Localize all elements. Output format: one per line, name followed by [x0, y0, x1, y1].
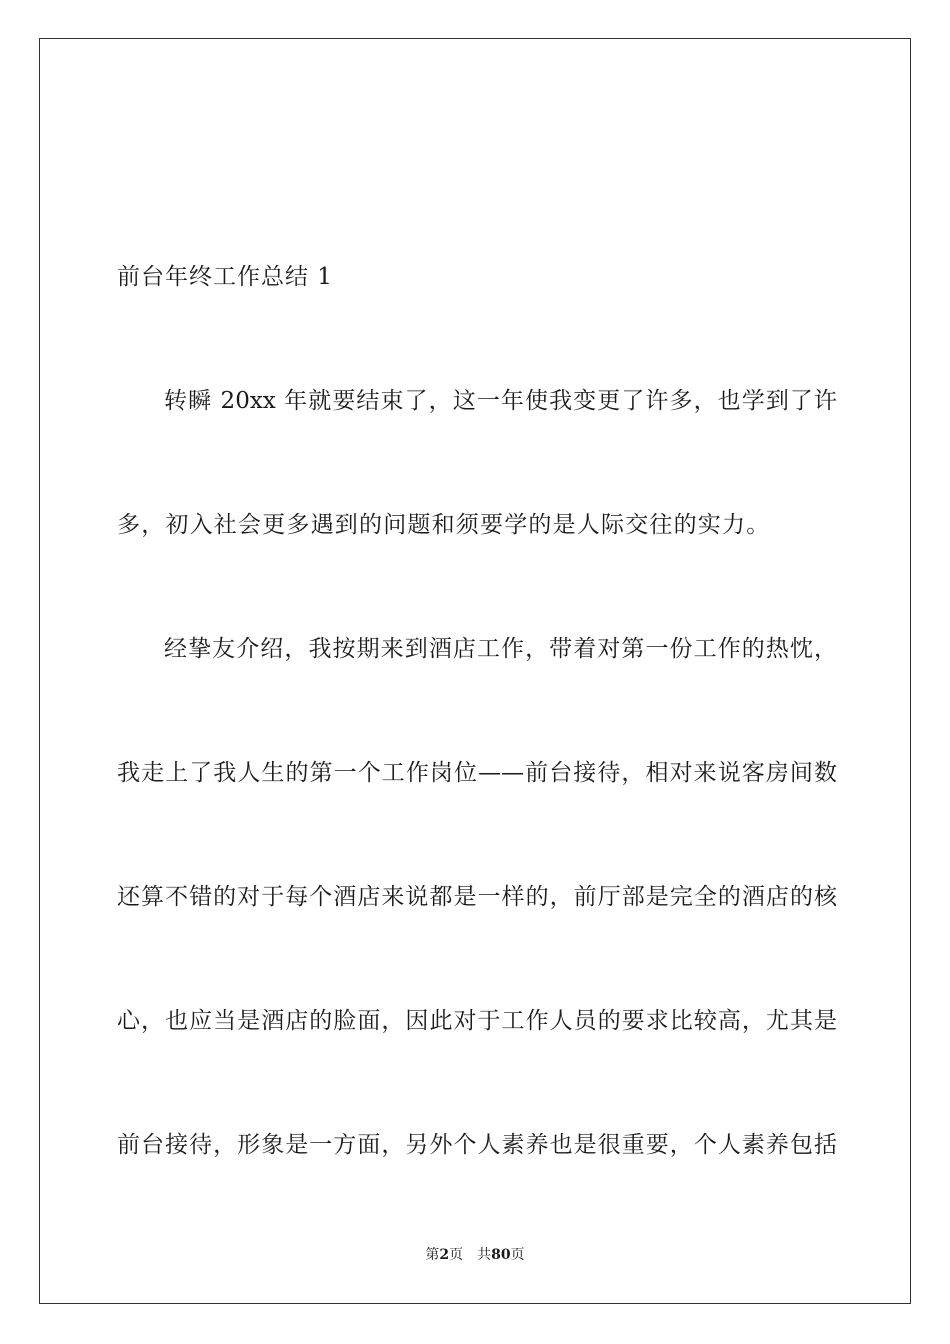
paragraph-line-4: 我走上了我人生的第一个工作岗位——前台接待，相对来说客房间数 — [117, 760, 837, 786]
total-prefix: 共 — [477, 1247, 492, 1263]
paragraph-line-5: 还算不错的对于每个酒店来说都是一样的，前厅部是完全的酒店的核 — [117, 884, 837, 910]
page-footer — [0, 1246, 950, 1264]
total-suffix: 页 — [510, 1247, 525, 1263]
page-current: 2 — [439, 1247, 450, 1263]
paragraph-line-2: 多，初入社会更多遇到的问题和须要学的是人际交往的实力。 — [117, 512, 771, 538]
paragraph-line-1: 转瞬 20xx 年就要结束了，这一年使我变更了许多，也学到了许 — [164, 388, 837, 414]
page-suffix: 页 — [449, 1247, 464, 1263]
paragraph-line-3: 经挚友介绍，我按期来到酒店工作，带着对第一份工作的热忱， — [164, 636, 837, 662]
document-title: 前台年终工作总结 1 — [117, 264, 333, 290]
page-border — [39, 38, 911, 1304]
page-prefix: 第 — [425, 1247, 440, 1263]
paragraph-line-7: 前台接待，形象是一方面，另外个人素养也是很重要，个人素养包括 — [117, 1132, 837, 1158]
page-total: 80 — [491, 1247, 511, 1263]
paragraph-line-6: 心，也应当是酒店的脸面，因此对于工作人员的要求比较高，尤其是 — [117, 1008, 837, 1034]
